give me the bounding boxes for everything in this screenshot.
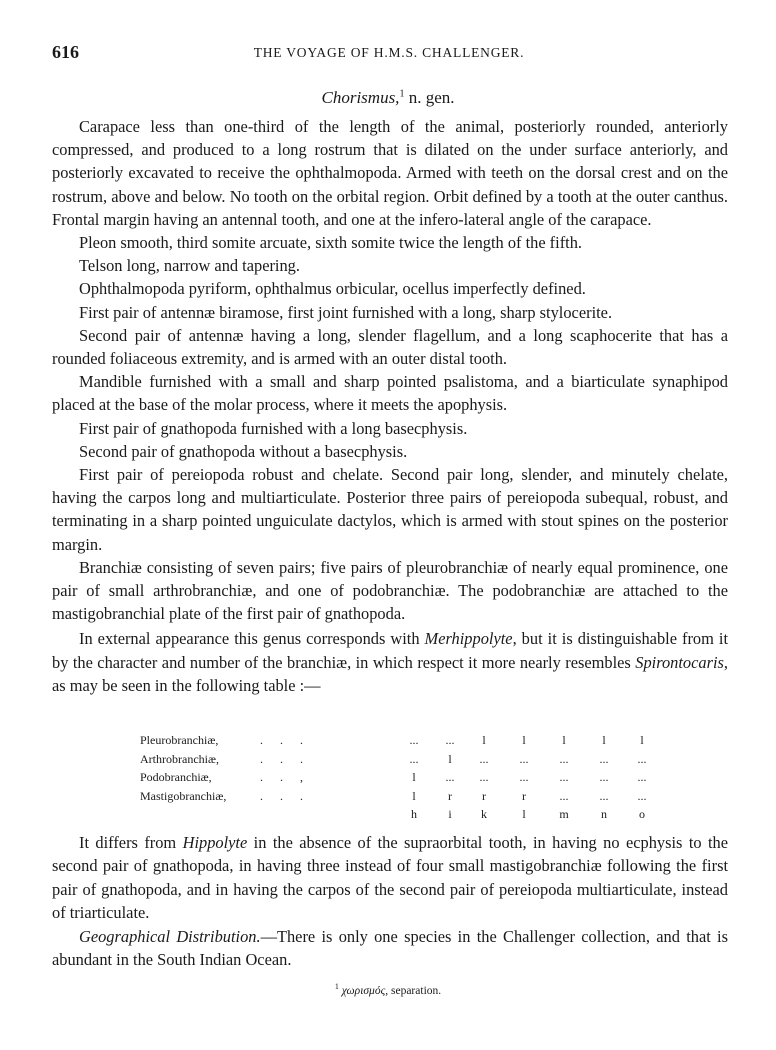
table-cell: l xyxy=(412,770,416,784)
table-cell: l xyxy=(640,733,644,747)
table-row xyxy=(140,752,660,771)
column-letter: m xyxy=(559,807,569,821)
table-cell: r xyxy=(448,788,452,803)
genus-suffix: n. gen. xyxy=(404,88,455,107)
table-row xyxy=(140,733,660,752)
table-cell: ... xyxy=(559,751,569,766)
table-row xyxy=(140,789,660,808)
row-leader: . . . xyxy=(260,751,305,766)
paragraph-telson: Telson long, narrow and tapering. xyxy=(79,256,300,276)
page-number: 616 xyxy=(52,42,79,62)
genus-spirontocaris: Spirontocaris xyxy=(635,652,724,672)
row-leader: . . . xyxy=(260,733,305,747)
row-label: Arthrobranchiæ, xyxy=(140,751,219,766)
footnote-marker: 1 xyxy=(399,88,405,100)
table-footer-row xyxy=(140,807,660,826)
table-cell: ... xyxy=(637,788,647,803)
column-letter: l xyxy=(522,807,526,821)
distribution-heading: Geographical Distribution. xyxy=(79,926,261,946)
table-cell: ... xyxy=(479,770,489,784)
table-cell: ... xyxy=(519,751,529,766)
row-label: Mastigobranchiæ, xyxy=(140,788,227,803)
body-text-continued xyxy=(52,831,728,971)
paragraph-comparison xyxy=(52,627,728,697)
table-cell: ... xyxy=(637,770,647,784)
text-run: , as may be seen in the following table :— xyxy=(52,652,728,695)
branchiae-table xyxy=(140,733,660,826)
table-cell: l xyxy=(482,733,486,747)
paragraph-mandible: Mandible furnished with a small and sharp pointed psalistoma, and a biarticulate synaphipod placed at the base of the molar process, where it meets the apophysis. xyxy=(52,372,728,415)
paragraph-distribution xyxy=(52,925,728,972)
table-cell: ... xyxy=(409,751,419,766)
paragraph-carapace: Carapace less than one-third of the length of the animal, posteriorly rounded, anteriorly compressed, and produced to a long rostrum that is dilated on the under surface anteriorly, and posteriorly excavated to receive the ophthalmopoda. Armed with teeth on the dorsal crest and on the rostrum, above and below. No tooth on the orbital region. Orbit defined by a tooth at the outer canthus. Frontal margin having an antennal tooth, and one at the infero-lateral angle of the carapace. xyxy=(52,117,728,229)
text-run: It differs from xyxy=(79,833,183,852)
column-letter: k xyxy=(481,807,487,821)
text-run: , but it is distinguishable from it by the character and number of the branchiæ, in which respect it more nearly resembles xyxy=(52,629,728,672)
column-letter: i xyxy=(448,807,452,821)
footnote xyxy=(0,982,776,997)
column-letter: n xyxy=(601,807,607,821)
table-cell: l xyxy=(412,788,416,803)
table-cell: ... xyxy=(599,770,609,784)
table-cell: l xyxy=(562,733,566,747)
genus-merhippolyte: Merhippolyte xyxy=(424,629,513,649)
running-title: THE VOYAGE OF H.M.S. CHALLENGER. xyxy=(253,45,525,60)
running-head xyxy=(52,42,726,66)
text-run: In external appearance this genus corresponds with xyxy=(79,629,425,649)
row-label: Pleurobranchiæ, xyxy=(140,733,219,747)
table-cell: ... xyxy=(445,770,455,784)
row-leader: . . , xyxy=(260,770,305,784)
paragraph-branchiae: Branchiæ consisting of seven pairs; five pairs of pleurobranchiæ of nearly equal prominence, one pair of small arthrobranchiæ, and one of podobranchiæ. The podobranchiæ are attached to the mastigobranchial plate of the first pair of gnathopoda. xyxy=(52,557,728,624)
table-cell: r xyxy=(482,788,486,803)
table-row xyxy=(140,770,660,789)
paragraph-pereiopoda: First pair of pereiopoda robust and chelate. Second pair long, slender, and minutely chelate, having the carpos long and multiarticulate. Posterior three pairs of pereiopoda subequal, robust, and terminating in a sharp pointed unguiculate dactylos, which is armed with stout spines on the posterior margin. xyxy=(52,465,728,554)
column-letter: h xyxy=(411,807,417,821)
table-cell: l xyxy=(448,751,452,766)
table-cell: ... xyxy=(479,751,489,766)
row-label: Podobranchiæ, xyxy=(140,770,212,784)
paragraph-pleon: Pleon smooth, third somite arcuate, sixth somite twice the length of the fifth. xyxy=(79,233,583,253)
genus-heading xyxy=(0,88,776,108)
body-text xyxy=(52,115,728,697)
paragraph-second-antennae: Second pair of antennæ having a long, slender flagellum, and a long scaphocerite that has a rounded foliaceous extremity, and is armed with an outer distal tooth. xyxy=(52,325,728,369)
column-letter: o xyxy=(639,807,645,821)
table-cell: l xyxy=(602,733,606,747)
paragraph-differs xyxy=(52,831,728,925)
paragraph-ophthalmopoda: Ophthalmopoda pyriform, ophthalmus orbicular, ocellus imperfectly defined. xyxy=(79,279,586,299)
genus-hippolyte: Hippolyte xyxy=(182,833,248,852)
footnote-greek: χωρισμός xyxy=(341,984,386,997)
table-cell: ... xyxy=(519,770,529,784)
text-run: in the absence of the supraorbital tooth, in having no ecphysis to the second pair of gnathopoda, in having three instead of four small mastigobranchiæ following the first pair of gnathopoda, and in having the carpos of the second pair of pereiopoda multiarticulate, instead of triarticulate. xyxy=(52,833,729,923)
text-run: —There is only one species in the Challenger collection, and that is abundant in the South Indian Ocean. xyxy=(52,926,728,970)
table-cell: ... xyxy=(559,770,569,784)
row-leader: . . . xyxy=(260,788,305,803)
table-cell: ... xyxy=(599,788,609,803)
table-cell: ... xyxy=(445,733,455,747)
footnote-number: 1 xyxy=(334,982,339,991)
paragraph-first-gnathopoda: First pair of gnathopoda furnished with a long basecphysis. xyxy=(79,418,468,438)
table-cell: ... xyxy=(599,751,609,766)
paragraph-second-gnathopoda: Second pair of gnathopoda without a basecphysis. xyxy=(79,441,408,461)
table-cell: l xyxy=(522,733,526,747)
table-cell: ... xyxy=(559,788,569,803)
paragraph-first-antennae: First pair of antennæ biramose, first joint furnished with a long, sharp stylocerite. xyxy=(79,302,613,322)
table-cell: ... xyxy=(637,751,647,766)
footnote-text: , separation. xyxy=(385,984,442,997)
table-cell: ... xyxy=(409,733,419,747)
table-cell: r xyxy=(522,788,526,803)
genus-name: Chorismus, xyxy=(321,88,400,107)
